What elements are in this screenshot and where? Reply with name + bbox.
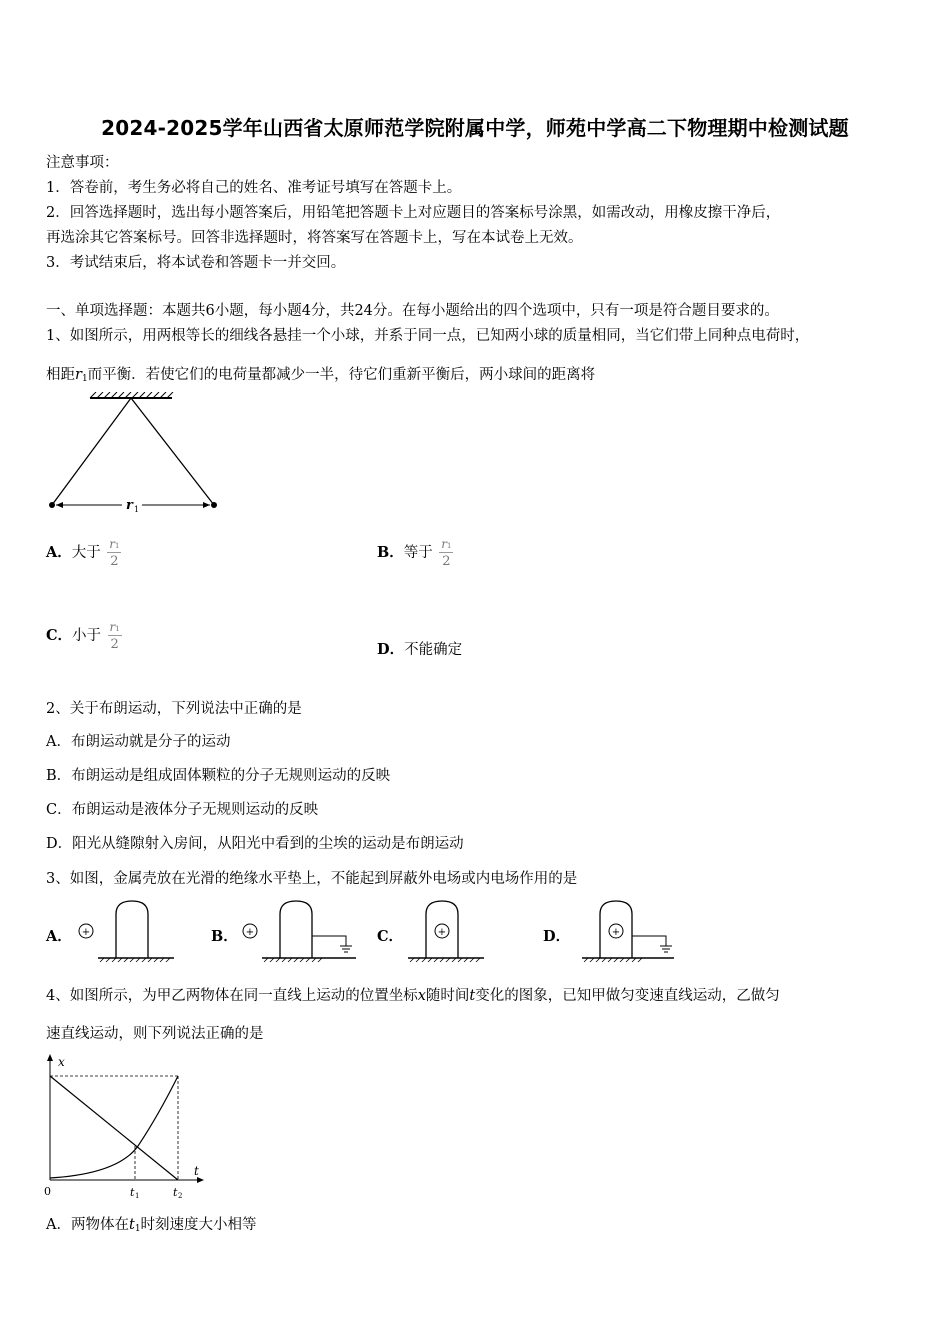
q3-figure-c (404, 898, 504, 964)
section-heading: 一、单项选择题：本题共6小题，每小题4分，共24分。在每小题给出的四个选项中，只有一项是符合题目要求的。 (46, 303, 779, 319)
q4-option-a: A．两物体在$t_1$时刻速度大小相等 (46, 1217, 257, 1234)
right-string (131, 398, 214, 505)
q3-label-d: D． (543, 928, 571, 945)
t2-label-sub: 2 (178, 1192, 183, 1200)
q1-option-b: B．等于 $\frac{r1}{2}$ (377, 537, 452, 569)
t1-label: t (130, 1186, 135, 1199)
fraction-r1-over-2: $\frac{r1}{2}$ (109, 620, 120, 652)
q2-option-d: D．阳光从缝隙射入房间，从阳光中看到的尘埃的运动是布朗运动 (46, 836, 464, 852)
q4-stem-line-1: 4、如图所示，为甲乙两物体在同一直线上运动的位置坐标x随时间t变化的图象，已知甲做匀变速直线运动，乙做匀 (46, 988, 780, 1004)
q4-xt-graph (38, 1050, 218, 1205)
fraction-r1-over-2: $\frac{r1}{2}$ (441, 537, 452, 569)
q1-option-a: A．大于 $\frac{r1}{2}$ (46, 537, 120, 569)
y-axis-label: x (58, 1055, 65, 1069)
q1-stem-line-2: 相距$r_1$而平衡．若使它们的电荷量都减少一半，待它们重新平衡后，两小球间的距离将 (46, 367, 596, 384)
left-ball (49, 502, 55, 508)
arrowhead-right (203, 502, 210, 508)
notice-heading: 注意事项： (46, 155, 119, 171)
charge-plus: + (611, 927, 621, 938)
q3-stem: 3、如图，金属壳放在光滑的绝缘水平垫上，不能起到屏蔽外电场或内电场作用的是 (46, 871, 578, 887)
notice-item-2-line-2: 再选涂其它答案标号。回答非选择题时，将答案写在答题卡上，写在本试卷上无效。 (46, 230, 583, 246)
charge-plus: + (437, 927, 447, 938)
fraction-r1-over-2: $\frac{r1}{2}$ (109, 537, 120, 569)
notice-item-3: 3．考试结束后，将本试卷和答题卡一并交回。 (46, 255, 346, 271)
q2-stem: 2、关于布朗运动，下列说法中正确的是 (46, 701, 302, 717)
x-axis-label: t (194, 1164, 199, 1178)
notice-item-2-line-1: 2．回答选择题时，选出每小题答案后，用铅笔把答题卡上对应题目的答案标号涂黑，如需改动，用橡皮擦干净后， (46, 205, 781, 221)
ground-wire (312, 936, 346, 946)
q1-stem-line-1: 1、如图所示，用两根等长的细线各悬挂一个小球，并系于同一点，已知两小球的质量相同，当它们带上同种点电荷时， (46, 328, 810, 344)
q4-stem-line-2: 速直线运动，则下列说法正确的是 (46, 1026, 264, 1042)
metal-shell (280, 901, 312, 958)
notice-item-1: 1．答卷前，考生务必将自己的姓名、准考证号填写在答题卡上。 (46, 180, 462, 196)
q2-option-b: B．布朗运动是组成固体颗粒的分子无规则运动的反映 (46, 768, 391, 784)
charge-plus: + (245, 927, 255, 938)
q2-option-a: A．布朗运动就是分子的运动 (46, 734, 231, 750)
q2-option-c: C．布朗运动是液体分子无规则运动的反映 (46, 802, 319, 818)
origin-label: 0 (44, 1185, 51, 1198)
q1-option-d: D．不能确定 (377, 641, 463, 658)
q3-label-b: B． (211, 928, 238, 945)
q3-label-a: A． (46, 928, 72, 945)
q1-pendulum-figure (40, 392, 230, 522)
t1-label-sub: 1 (135, 1192, 140, 1200)
q1-option-c: C．小于 $\frac{r1}{2}$ (46, 620, 120, 652)
q3-figure-a (70, 898, 180, 964)
arrowhead-left (56, 502, 63, 508)
q3-figure-d (578, 898, 688, 964)
metal-shell (116, 901, 148, 958)
page-title: 2024-2025学年山西省太原师范学院附属中学，师苑中学高二下物理期中检测试题 (101, 116, 849, 140)
q3-label-c: C． (377, 928, 404, 945)
q3-figure-b (236, 898, 366, 964)
t2-label: t (173, 1186, 178, 1199)
y-axis-arrow (47, 1054, 53, 1061)
ground-wire (632, 936, 666, 946)
distance-label-sub: 1 (134, 505, 140, 514)
left-string (52, 398, 131, 505)
right-ball (211, 502, 217, 508)
charge-plus: + (81, 927, 91, 938)
distance-label: r (126, 498, 133, 513)
